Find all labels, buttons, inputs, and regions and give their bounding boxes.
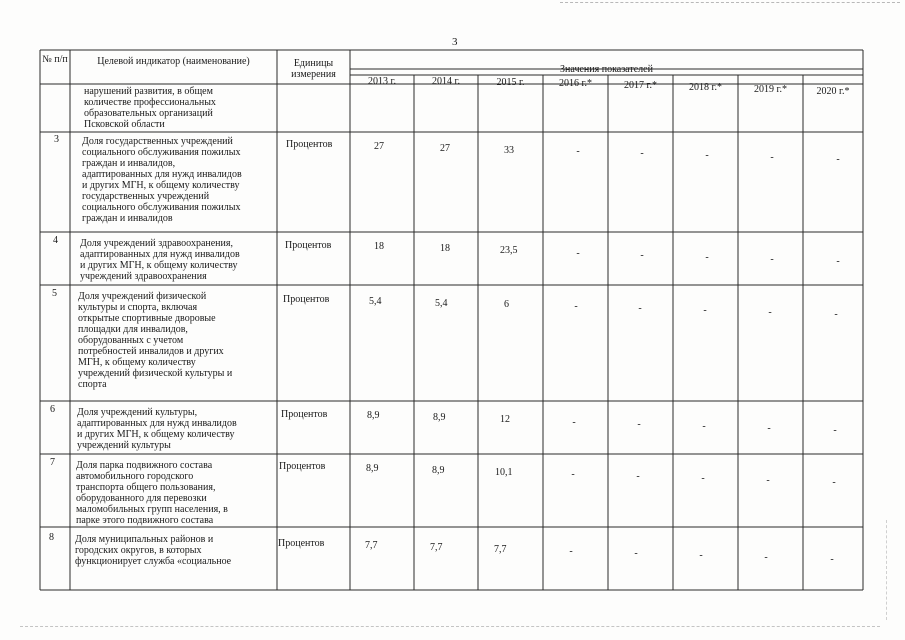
indicator-line: культуры и спорта, включая: [78, 302, 198, 313]
unit-cell: Процентов: [283, 294, 330, 305]
value-2017: -: [637, 419, 641, 430]
value-2016: -: [569, 546, 573, 557]
indicator-line: спорта: [78, 379, 107, 390]
header-year-2016: 2016 г.*: [559, 78, 592, 89]
header-year-2013: 2013 г.: [368, 76, 396, 87]
continuation-line: количестве профессиональных: [84, 97, 216, 108]
indicator-line: Доля учреждений здравоохранения,: [80, 238, 233, 249]
value-2014: 8,9: [432, 465, 445, 476]
header-year-2017: 2017 г.*: [624, 80, 657, 91]
indicator-line: оборудованного для перевозки: [76, 493, 207, 504]
indicator-line: социального обслуживания пожилых: [82, 202, 241, 213]
header-year-2019: 2019 г.*: [754, 84, 787, 95]
row-number: 4: [53, 235, 58, 246]
indicator-line: площадки для инвалидов,: [78, 324, 188, 335]
value-2019: -: [766, 475, 770, 486]
value-2019: -: [770, 152, 774, 163]
value-2015: 7,7: [494, 544, 507, 555]
value-2017: -: [638, 303, 642, 314]
value-2018: -: [702, 421, 706, 432]
value-2014: 27: [440, 143, 450, 154]
value-2013: 8,9: [367, 410, 380, 421]
header-year-2014: 2014 г.: [432, 76, 460, 87]
unit-cell: Процентов: [279, 461, 326, 472]
value-2020: -: [830, 554, 834, 565]
value-2015: 6: [504, 299, 509, 310]
indicator-line: автомобильного городского: [76, 471, 194, 482]
header-year-2018: 2018 г.*: [689, 82, 722, 93]
indicator-line: и других МГН, к общему количеству: [80, 260, 238, 271]
value-2016: -: [572, 417, 576, 428]
indicator-line: Доля парка подвижного состава: [76, 460, 213, 471]
unit-cell: Процентов: [281, 409, 328, 420]
indicator-line: Доля учреждений культуры,: [77, 407, 198, 418]
value-2017: -: [640, 250, 644, 261]
row-number: 7: [50, 457, 55, 468]
indicator-line: Доля муниципальных районов и: [75, 534, 214, 545]
indicator-line: адаптированных для нужд инвалидов: [82, 169, 242, 180]
value-2018: -: [703, 305, 707, 316]
unit-cell: Процентов: [285, 240, 332, 251]
header-year-2015: 2015 г.: [496, 77, 525, 88]
value-2016: -: [576, 146, 580, 157]
unit-cell: Процентов: [278, 538, 325, 549]
indicator-line: городских округов, в которых: [75, 545, 202, 556]
value-2017: -: [640, 148, 644, 159]
row-number: 3: [54, 134, 59, 145]
indicator-line: маломобильных групп населения, в: [76, 504, 228, 515]
indicator-line: открытые спортивные дворовые: [78, 313, 216, 324]
header-col-units: Единицы измерения: [291, 58, 336, 80]
indicator-line: социального обслуживания пожилых: [82, 147, 241, 158]
value-2014: 5,4: [435, 298, 448, 309]
indicator-line: оборудованных с учетом: [78, 335, 184, 346]
indicator-line: функционирует служба «социальное: [75, 556, 232, 567]
value-2013: 5,4: [369, 296, 382, 307]
value-2019: -: [770, 254, 774, 265]
value-2019: -: [768, 307, 772, 318]
value-2013: 27: [374, 141, 384, 152]
row-number: 5: [52, 288, 57, 299]
header-values-group: Значения показателей: [560, 64, 653, 75]
indicator-line: учреждений физической культуры и: [78, 368, 233, 379]
value-2016: -: [571, 469, 575, 480]
row-number: 8: [49, 532, 54, 543]
value-2020: -: [836, 154, 840, 165]
header-col-num: № п/п: [42, 54, 68, 65]
value-2018: -: [699, 550, 703, 561]
value-2016: -: [574, 301, 578, 312]
value-2018: -: [705, 252, 709, 263]
value-2019: -: [764, 552, 768, 563]
header-year-2020: 2020 г.*: [816, 86, 850, 97]
value-2014: 18: [440, 243, 450, 254]
indicator-line: и других МГН, к общему количеству: [82, 180, 240, 191]
indicator-line: потребностей инвалидов и других: [78, 346, 224, 357]
indicator-line: граждан и инвалидов,: [82, 158, 176, 169]
value-2019: -: [767, 423, 771, 434]
unit-cell: Процентов: [286, 139, 333, 150]
continuation-line: образовательных организаций: [84, 108, 213, 119]
indicator-line: учреждений культуры: [77, 440, 171, 451]
value-2020: -: [833, 425, 837, 436]
value-2014: 8,9: [433, 412, 446, 423]
indicator-line: государственных учреждений: [82, 191, 210, 202]
value-2015: 10,1: [495, 467, 513, 478]
value-2018: -: [705, 150, 709, 161]
value-2017: -: [636, 471, 640, 482]
value-2020: -: [834, 309, 838, 320]
value-2018: -: [701, 473, 705, 484]
value-2020: -: [836, 256, 840, 267]
value-2014: 7,7: [430, 542, 443, 553]
indicator-line: Доля государственных учреждений: [82, 136, 233, 147]
value-2017: -: [634, 548, 638, 559]
indicator-line: и других МГН, к общему количеству: [77, 429, 235, 440]
page-number: 3: [452, 36, 458, 48]
indicator-line: учреждений здравоохранения: [80, 271, 207, 282]
indicator-line: МГН, к общему количеству: [78, 357, 196, 368]
row-number: 6: [50, 404, 55, 415]
value-2013: 18: [374, 241, 384, 252]
indicator-line: транспорта общего пользования,: [76, 482, 216, 493]
value-2016: -: [576, 248, 580, 259]
indicator-line: адаптированных для нужд инвалидов: [77, 418, 237, 429]
value-2013: 7,7: [365, 540, 378, 551]
value-2015: 33: [504, 145, 514, 156]
continuation-line: Псковской области: [84, 119, 165, 130]
indicator-line: адаптированных для нужд инвалидов: [80, 249, 240, 260]
value-2020: -: [832, 477, 836, 488]
indicator-line: граждан и инвалидов: [82, 213, 173, 224]
value-2013: 8,9: [366, 463, 379, 474]
value-2015: 23,5: [500, 245, 518, 256]
continuation-line: нарушений развития, в общем: [84, 86, 213, 97]
value-2015: 12: [500, 414, 510, 425]
indicator-line: парке этого подвижного состава: [76, 515, 214, 526]
indicator-line: Доля учреждений физической: [78, 291, 207, 302]
header-col-indicator: Целевой индикатор (наименование): [97, 56, 250, 67]
